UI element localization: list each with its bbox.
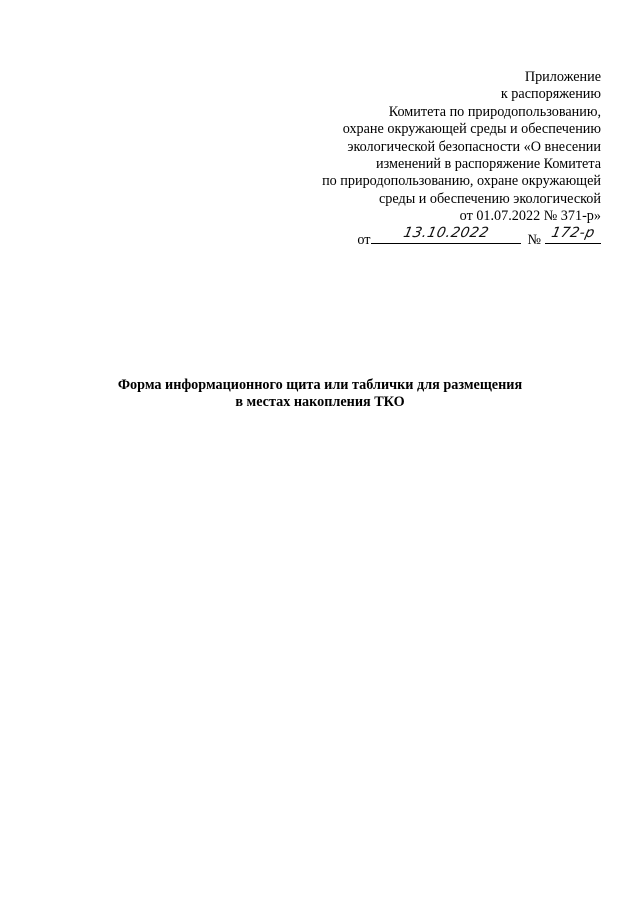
- signature-line: [261, 225, 601, 248]
- appendix-line-1: Приложение: [524, 69, 601, 85]
- date-blank: [371, 225, 521, 244]
- form-title-line-1: Форма информационного щита или таблички для размещения: [117, 377, 523, 393]
- appendix-line-3: Комитета по природопользованию,: [388, 103, 601, 120]
- appendix-line-6: изменений в распоряжение Комитета: [376, 156, 601, 173]
- appendix-header: [261, 69, 601, 248]
- handwritten-number: 172-р: [549, 225, 597, 242]
- appendix-line-7: по природопользованию, охране окружающей: [322, 173, 601, 190]
- appendix-line-2: к распоряжению: [500, 86, 601, 103]
- appendix-line-8: среды и обеспечению экологической: [378, 190, 601, 207]
- number-blank: [545, 225, 601, 244]
- number-prefix: №: [527, 231, 541, 248]
- appendix-line-9: от 01.07.2022 № 371-р»: [459, 208, 601, 225]
- appendix-line-4: охране окружающей среды и обеспечению: [342, 121, 601, 138]
- form-title-line-2: в местах накопления ТКО: [235, 394, 405, 411]
- appendix-line-5: экологической безопасности «О внесении: [347, 138, 601, 155]
- handwritten-date: 13.10.2022: [402, 225, 491, 242]
- form-title: [90, 377, 550, 412]
- date-prefix: от: [357, 231, 371, 248]
